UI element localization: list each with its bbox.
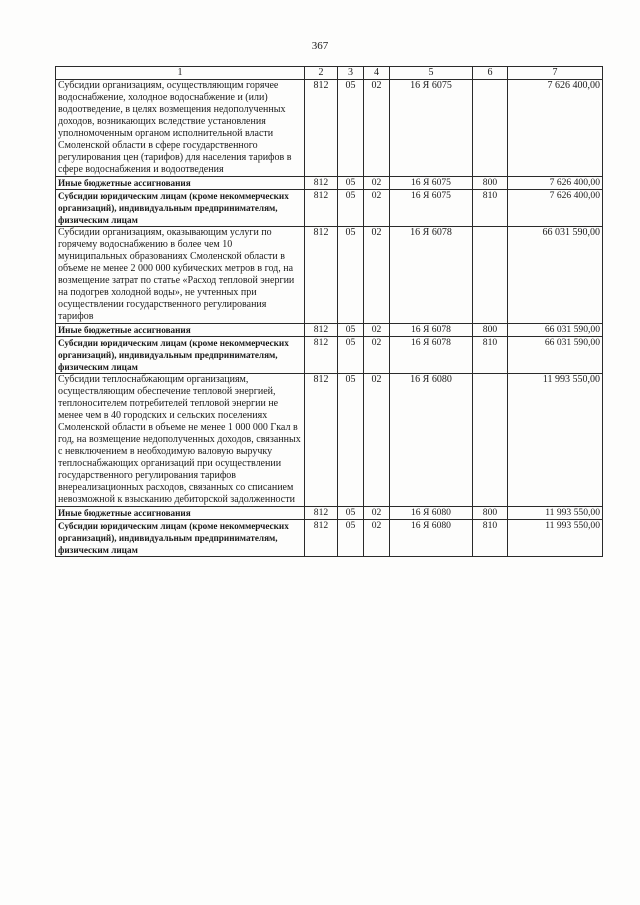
row-description: Иные бюджетные ассигнования (56, 177, 305, 190)
admin-code: 812 (305, 337, 338, 374)
admin-code: 812 (305, 520, 338, 557)
budget-table (55, 66, 603, 557)
subsection-code: 02 (364, 520, 390, 557)
row-description: Субсидии организациям, оказывающим услуги по горячему водоснабжению в более чем 10 муниципальных образованиях Смоленской области в объеме не менее 2 000 000 кубических метров в год, на возмещение затрат по статье «Расход тепловой энергии на подогрев холодной воды», не учтенных при осуществлении государственного регулирования тарифов (56, 227, 305, 324)
target-article-code: 16 Я 6080 (390, 520, 473, 557)
subsection-code: 02 (364, 507, 390, 520)
section-code: 05 (338, 80, 364, 177)
target-article-code: 16 Я 6075 (390, 190, 473, 227)
subsection-code: 02 (364, 227, 390, 324)
expense-type-code (473, 80, 508, 177)
expense-type-code (473, 227, 508, 324)
section-code: 05 (338, 324, 364, 337)
expense-type-code: 810 (473, 337, 508, 374)
admin-code: 812 (305, 177, 338, 190)
amount: 66 031 590,00 (508, 337, 603, 374)
section-code: 05 (338, 507, 364, 520)
target-article-code: 16 Я 6078 (390, 324, 473, 337)
header-row (56, 67, 603, 80)
expense-type-code (473, 374, 508, 507)
amount: 7 626 400,00 (508, 80, 603, 177)
header-col-2: 2 (305, 67, 338, 80)
header-col-4: 4 (364, 67, 390, 80)
section-code: 05 (338, 190, 364, 227)
amount: 11 993 550,00 (508, 520, 603, 557)
header-col-1: 1 (56, 67, 305, 80)
admin-code: 812 (305, 80, 338, 177)
target-article-code: 16 Я 6080 (390, 374, 473, 507)
amount: 11 993 550,00 (508, 374, 603, 507)
target-article-code: 16 Я 6075 (390, 80, 473, 177)
section-code: 05 (338, 227, 364, 324)
row-description: Субсидии юридическим лицам (кроме некоммерческих организаций), индивидуальным предпринимателям, физическим лицам (56, 337, 305, 374)
admin-code: 812 (305, 374, 338, 507)
amount: 11 993 550,00 (508, 507, 603, 520)
admin-code: 812 (305, 324, 338, 337)
row-description: Иные бюджетные ассигнования (56, 507, 305, 520)
row-description: Субсидии юридическим лицам (кроме некоммерческих организаций), индивидуальным предпринимателям, физическим лицам (56, 190, 305, 227)
row-description: Субсидии теплоснабжающим организациям, осуществляющим обеспечение тепловой энергией, теплоносителем потребителей тепловой энергии не менее чем в 40 городских и сельских поселениях Смоленской области в объеме не менее 1 000 000 Гкал в год, на возмещение недополученных доходов, связанных с невключением в необходимую валовую выручку теплоснабжающих организаций при осуществлении государственного регулирования тарифов внереализационных расходов, связанных со списанием невозможной к взысканию дебиторской задолженности (56, 374, 305, 507)
section-code: 05 (338, 374, 364, 507)
target-article-code: 16 Я 6078 (390, 337, 473, 374)
target-article-code: 16 Я 6078 (390, 227, 473, 324)
amount: 7 626 400,00 (508, 177, 603, 190)
row-description: Субсидии юридическим лицам (кроме некоммерческих организаций), индивидуальным предпринимателям, физическим лицам (56, 520, 305, 557)
expense-type-code: 800 (473, 177, 508, 190)
table-row (56, 337, 603, 374)
row-description: Субсидии организациям, осуществляющим горячее водоснабжение, холодное водоснабжение и (или) водоотведение, в целях возмещения недополученных доходов, возникающих вследствие установления уполномоченным органом исполнительной власти Смоленской области в сфере государственного регулирования цен (тарифов) для населения тарифов в сфере водоснабжения и водоотведения (56, 80, 305, 177)
target-article-code: 16 Я 6080 (390, 507, 473, 520)
header-col-3: 3 (338, 67, 364, 80)
subsection-code: 02 (364, 324, 390, 337)
expense-type-code: 800 (473, 507, 508, 520)
row-description: Иные бюджетные ассигнования (56, 324, 305, 337)
expense-type-code: 810 (473, 190, 508, 227)
table-row (56, 520, 603, 557)
expense-type-code: 800 (473, 324, 508, 337)
section-code: 05 (338, 337, 364, 374)
table-row (56, 177, 603, 190)
admin-code: 812 (305, 227, 338, 324)
page-number: 367 (311, 40, 329, 52)
expense-type-code: 810 (473, 520, 508, 557)
header-col-5: 5 (390, 67, 473, 80)
admin-code: 812 (305, 507, 338, 520)
section-code: 05 (338, 177, 364, 190)
amount: 66 031 590,00 (508, 227, 603, 324)
header-col-6: 6 (473, 67, 508, 80)
table-row (56, 324, 603, 337)
table-row (56, 374, 603, 507)
header-col-7: 7 (508, 67, 603, 80)
table-row (56, 507, 603, 520)
table-row (56, 80, 603, 177)
subsection-code: 02 (364, 374, 390, 507)
subsection-code: 02 (364, 80, 390, 177)
section-code: 05 (338, 520, 364, 557)
table-row (56, 227, 603, 324)
amount: 66 031 590,00 (508, 324, 603, 337)
amount: 7 626 400,00 (508, 190, 603, 227)
subsection-code: 02 (364, 190, 390, 227)
admin-code: 812 (305, 190, 338, 227)
subsection-code: 02 (364, 337, 390, 374)
target-article-code: 16 Я 6075 (390, 177, 473, 190)
table-row (56, 190, 603, 227)
subsection-code: 02 (364, 177, 390, 190)
